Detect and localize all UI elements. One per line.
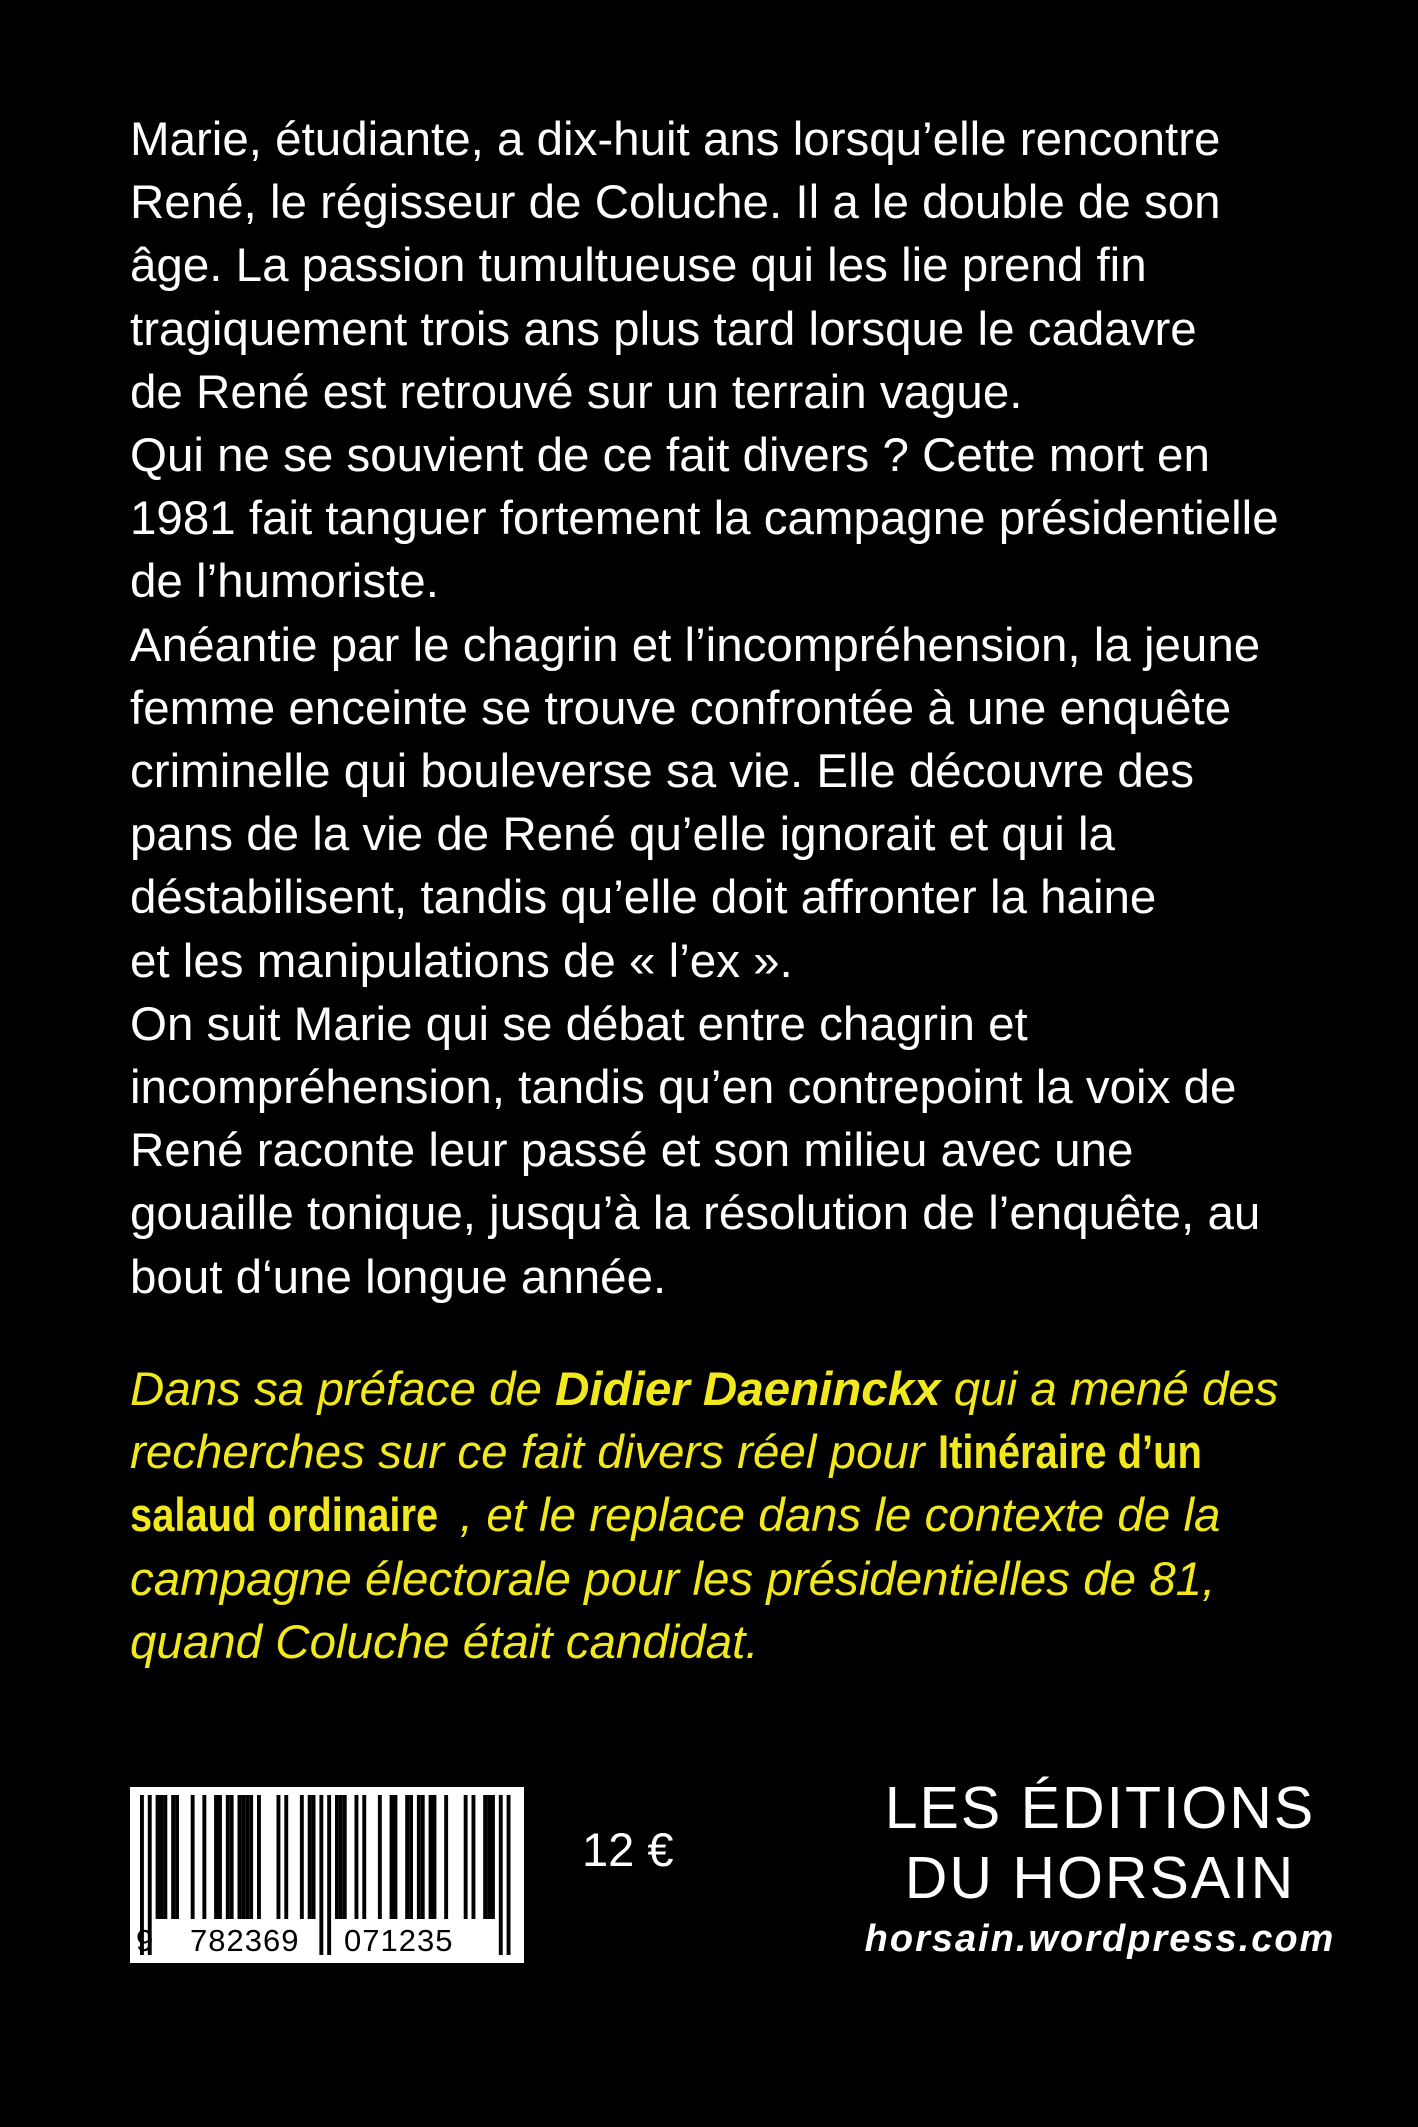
summary-line: René, le régisseur de Coluche. Il a le double de son bbox=[130, 176, 1221, 230]
barcode-bar bbox=[156, 1795, 160, 1919]
summary-line: Marie, étudiante, a dix-huit ans lorsqu’elle rencontre bbox=[130, 113, 1221, 166]
barcode-bar bbox=[238, 1795, 242, 1919]
barcode-bar bbox=[429, 1795, 433, 1919]
summary-line: de René est retrouvé sur un terrain vague. bbox=[130, 365, 1023, 419]
preface-line bbox=[130, 1358, 1370, 1421]
publisher-name bbox=[870, 1773, 1330, 1913]
preface-line: quand Coluche était candidat. bbox=[130, 1615, 759, 1669]
summary-line: pans de la vie de René qu’elle ignorait et qui la bbox=[130, 808, 1115, 862]
barcode-bar bbox=[421, 1795, 425, 1919]
summary-line: de l’humoriste. bbox=[130, 555, 439, 609]
publisher-line: DU HORSAIN bbox=[904, 1845, 1296, 1911]
summary-line: gouaille tonique, jusqu’à la résolution de l’enquête, au bbox=[130, 1187, 1261, 1241]
barcode-bar bbox=[335, 1795, 339, 1919]
preface-line bbox=[130, 1421, 1370, 1484]
barcode-group-right: 071235 bbox=[340, 1923, 457, 1959]
barcode-bar bbox=[230, 1795, 234, 1919]
barcode-bar bbox=[249, 1795, 253, 1919]
barcode-bar bbox=[433, 1795, 437, 1919]
summary-line: déstabilisent, tandis qu’elle doit affronter la haine bbox=[130, 871, 1157, 925]
barcode-bar bbox=[218, 1795, 222, 1919]
preface-fragment: recherches sur ce fait divers réel pour bbox=[130, 1426, 938, 1480]
barcode-bar bbox=[464, 1795, 468, 1919]
isbn-barcode bbox=[130, 1787, 524, 1963]
barcode-bar bbox=[257, 1795, 261, 1919]
barcode-bar bbox=[378, 1795, 382, 1919]
price: 12 € bbox=[582, 1823, 674, 1876]
barcode-bar bbox=[214, 1795, 218, 1919]
barcode-bar bbox=[312, 1795, 316, 1919]
summary-line: On suit Marie qui se débat entre chagrin et bbox=[130, 997, 1028, 1051]
barcode-bar bbox=[171, 1795, 175, 1919]
summary-line: René raconte leur passé et son milieu avec une bbox=[130, 1124, 1134, 1178]
barcode-bar bbox=[417, 1795, 421, 1919]
barcode-bar bbox=[191, 1795, 195, 1919]
barcode-group-left: 782369 bbox=[186, 1923, 303, 1959]
preface-book-title: salaud ordinaire bbox=[130, 1489, 439, 1543]
preface-fragment: Dans sa préface de bbox=[130, 1363, 556, 1416]
barcode-bar bbox=[202, 1795, 206, 1919]
summary-line: criminelle qui bouleverse sa vie. Elle découvre des bbox=[130, 745, 1195, 799]
preface-text bbox=[130, 1358, 1370, 1674]
summary-line: tragiquement trois ans plus tard lorsque le cadavre bbox=[130, 302, 1197, 356]
barcode-bar bbox=[409, 1795, 413, 1919]
publisher-line: LES ÉDITIONS bbox=[884, 1775, 1316, 1841]
preface-fragment: , et le replace dans le contexte de la bbox=[459, 1489, 1221, 1543]
barcode-bar bbox=[277, 1795, 281, 1919]
summary-line: âge. La passion tumultueuse qui les lie prend fin bbox=[130, 239, 1147, 293]
barcode-bar bbox=[444, 1795, 448, 1919]
summary-line: incompréhension, tandis qu’en contrepoint la voix de bbox=[130, 1061, 1237, 1115]
preface-line: campagne électorale pour les présidentielles de 81, bbox=[130, 1552, 1216, 1606]
summary-line: et les manipulations de « l’ex ». bbox=[130, 934, 793, 988]
barcode-bar bbox=[362, 1795, 366, 1919]
barcode-bar bbox=[175, 1795, 179, 1919]
summary-line: bout d‘une longue année. bbox=[130, 1250, 667, 1304]
barcode-bar bbox=[487, 1795, 491, 1919]
publisher-website: horsain.wordpress.com bbox=[864, 1918, 1336, 1960]
summary-text bbox=[130, 108, 1350, 1309]
barcode-bar bbox=[355, 1795, 359, 1919]
barcode-bar bbox=[483, 1795, 487, 1919]
barcode-bar bbox=[472, 1795, 476, 1919]
barcode-bar bbox=[163, 1795, 167, 1919]
barcode-first-digit: 9 bbox=[136, 1923, 154, 1958]
barcode-bar bbox=[390, 1795, 394, 1919]
barcode-bar bbox=[308, 1795, 312, 1919]
preface-book-title: Itinéraire d’un bbox=[937, 1426, 1202, 1480]
summary-line: Qui ne se souvient de ce fait divers ? Cette mort en bbox=[130, 429, 1210, 483]
preface-line bbox=[130, 1484, 1370, 1547]
barcode-bar bbox=[405, 1795, 409, 1919]
barcode-bar bbox=[491, 1795, 495, 1919]
barcode-bar bbox=[343, 1795, 347, 1919]
barcode-bar bbox=[394, 1795, 398, 1919]
barcode-bar bbox=[241, 1795, 245, 1919]
barcode-bar bbox=[339, 1795, 343, 1919]
barcode-number bbox=[130, 1923, 524, 1959]
barcode-bar bbox=[245, 1795, 249, 1919]
summary-line: 1981 fait tanguer fortement la campagne présidentielle bbox=[130, 492, 1279, 546]
barcode-bar bbox=[226, 1795, 230, 1919]
preface-fragment: qui a mené des bbox=[940, 1363, 1279, 1416]
preface-author: Didier Daeninckx bbox=[555, 1363, 941, 1416]
barcode-bar bbox=[300, 1795, 304, 1919]
barcode-bar bbox=[160, 1795, 164, 1919]
summary-line: femme enceinte se trouve confrontée à une enquête bbox=[130, 681, 1232, 735]
summary-line: Anéantie par le chagrin et l’incompréhension, la jeune bbox=[130, 618, 1261, 672]
barcode-bar bbox=[284, 1795, 288, 1919]
